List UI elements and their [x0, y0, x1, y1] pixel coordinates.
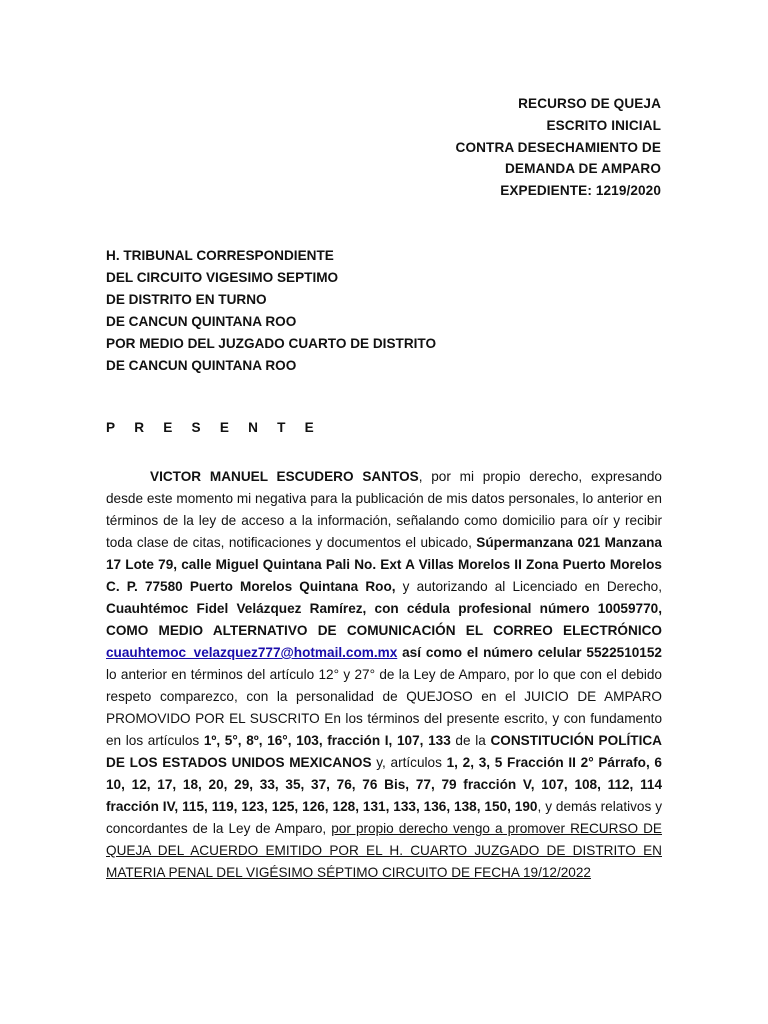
- body-text-2: y autorizando al Licenciado en Derecho,: [395, 579, 662, 594]
- body-text-3: lo anterior en términos del artículo 12° y 27° de la Ley de Amparo, por lo que con el debido respeto comparezco, con la personalidad de QUEJOSO en el JUICIO DE AMPARO PROMOVIDO POR EL SUSCRITO En los términos del presente escrito, y con fundamento en los artículos: [106, 667, 662, 748]
- case-header: [456, 93, 661, 202]
- constitution-articles: 1º, 5°, 8º, 16°, 103, fracción I, 107, 133: [203, 733, 451, 748]
- phone-number: así como el número celular 5522510152: [397, 645, 662, 660]
- appeal-statement: por propio derecho vengo a promover RECURSO DE QUEJA DEL ACUERDO EMITIDO POR EL H. CUARTO JUZGADO DE DISTRITO EN MATERIA PENAL DEL VIGÉSIMO SÉPTIMO CIRCUITO DE FECHA 19/12/2022: [106, 821, 662, 880]
- addressee-line-juzgado: POR MEDIO DEL JUZGADO CUARTO DE DISTRITO: [106, 336, 437, 351]
- header-line-escrito: ESCRITO INICIAL: [546, 117, 661, 133]
- amparo-law-articles: 1, 2, 3, 5 Fracción II 2° Párrafo, 6 10, 12, 17, 18, 20, 29, 33, 35, 37, 76, 76 Bis, 77, 79 fracción V, 107, 108, 112, 114 fracción IV, 115, 119, 123, 125, 126, 128, 131, 133, 136, 138, 150, 190: [106, 755, 662, 814]
- header-line-recurso: RECURSO DE QUEJA: [518, 96, 661, 111]
- addressee-block: [106, 245, 436, 377]
- email-link[interactable]: cuauhtemoc_velazquez777@hotmail.com.mx: [106, 645, 398, 660]
- body-text-6: , y demás relativos y concordantes de la Ley de Amparo,: [106, 799, 662, 836]
- attorney-details: Cuauhtémoc Fidel Velázquez Ramírez, con cédula profesional número 10059770, COMO MEDIO ALTERNATIVO DE COMUNICACIÓN EL CORREO ELECTRÓNICO: [106, 601, 662, 638]
- header-line-expediente: EXPEDIENTE: 1219/2020: [500, 183, 661, 199]
- addressee-line-tribunal: H. TRIBUNAL CORRESPONDIENTE: [106, 248, 334, 263]
- body-text-5: y, artículos: [371, 755, 447, 770]
- addressee-line-cancun: DE CANCUN QUINTANA ROO: [106, 314, 297, 329]
- addressee-line-cancun-2: DE CANCUN QUINTANA ROO: [106, 358, 297, 373]
- header-line-contra: CONTRA DESECHAMIENTO DE: [455, 139, 661, 155]
- domicile-address: Súpermanzana 021 Manzana 17 Lote 79, calle Miguel Quintana Pali No. Ext A Villas Morelos II Zona Puerto Morelos C. P. 77580 Puerto Morelos Quintana Roo,: [106, 535, 662, 594]
- presente-heading: PRESENTE: [106, 420, 333, 435]
- constitution-name: CONSTITUCIÓN POLÍTICA DE LOS ESTADOS UNIDOS MEXICANOS: [106, 733, 662, 770]
- body-text-1: , por mi propio derecho, expresando desde este momento mi negativa para la publicación de mis datos personales, lo anterior en términos de la ley de acceso a la información, señalando como domicilio para oír y recibir toda clase de citas, notificaciones y documentos el ubicado,: [106, 469, 662, 550]
- body-text-4: de la: [450, 733, 491, 748]
- addressee-line-circuito: DEL CIRCUITO VIGESIMO SEPTIMO: [106, 270, 339, 285]
- petitioner-name: VICTOR MANUEL ESCUDERO SANTOS: [150, 469, 419, 484]
- header-line-demanda: DEMANDA DE AMPARO: [504, 161, 661, 177]
- addressee-line-distrito: DE DISTRITO EN TURNO: [106, 292, 267, 307]
- body-paragraph: [106, 466, 662, 884]
